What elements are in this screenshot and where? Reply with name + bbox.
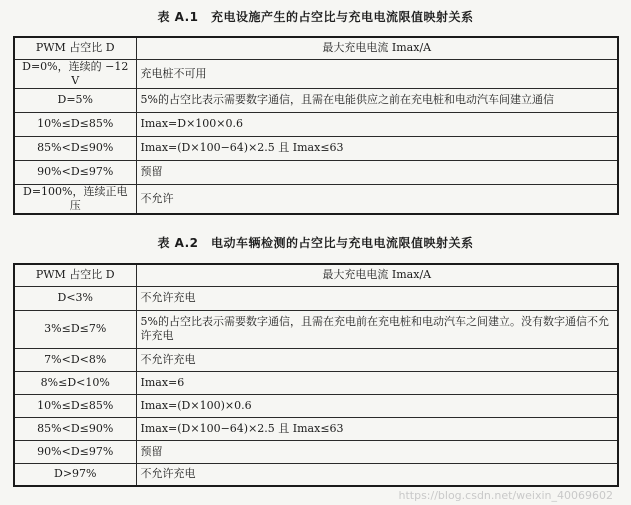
table-row	[14, 136, 618, 160]
table-a1	[13, 36, 619, 215]
table-row	[14, 286, 618, 310]
table-cell: 90%<D≤97%	[14, 440, 136, 463]
table-cell: D=0%，连续的 −12 V	[14, 59, 136, 88]
table-row	[14, 348, 618, 371]
table-a2	[13, 263, 619, 487]
table-cell: Imax=(D×100−64)×2.5 且 Imax≤63	[136, 417, 618, 440]
table-row	[14, 184, 618, 214]
table-row	[14, 394, 618, 417]
table-cell: 7%<D<8%	[14, 348, 136, 371]
table-cell: 充电桩不可用	[136, 59, 618, 88]
table-cell: D>97%	[14, 463, 136, 486]
table-cell: 5%的占空比表示需要数字通信，且需在电能供应之前在充电桩和电动汽车间建立通信	[136, 88, 618, 112]
table-cell: 10%≤D≤85%	[14, 394, 136, 417]
table-cell: D=100%，连续正电压	[14, 184, 136, 214]
table-header-cell: PWM 占空比 D	[14, 37, 136, 59]
table-cell: D=5%	[14, 88, 136, 112]
table-row	[14, 417, 618, 440]
watermark: https://blog.csdn.net/weixin_40069602	[398, 489, 613, 502]
table-cell: Imax=(D×100−64)×2.5 且 Imax≤63	[136, 136, 618, 160]
table-cell: 不允许充电	[136, 286, 618, 310]
table-cell: Imax=(D×100)×0.6	[136, 394, 618, 417]
table-cell: 预留	[136, 160, 618, 184]
table-cell: 8%≤D<10%	[14, 371, 136, 394]
table-row	[14, 463, 618, 486]
table-cell: 10%≤D≤85%	[14, 112, 136, 136]
table-cell: 不允许充电	[136, 348, 618, 371]
table-row	[14, 440, 618, 463]
table-cell: 85%<D≤90%	[14, 417, 136, 440]
table-row	[14, 88, 618, 112]
table-row	[14, 112, 618, 136]
table-row	[14, 310, 618, 348]
table-row	[14, 59, 618, 88]
table-cell: 不允许充电	[136, 463, 618, 486]
table-a2-caption: 表 A.2 电动车辆检测的占空比与充电电流限值映射关系	[157, 236, 474, 250]
table-header-cell: 最大充电电流 Imax/A	[136, 37, 618, 59]
table-a1-caption: 表 A.1 充电设施产生的占空比与充电电流限值映射关系	[157, 10, 474, 24]
table-row	[14, 160, 618, 184]
table-cell: 5%的占空比表示需要数字通信，且需在充电前在充电桩和电动汽车之间建立。没有数字通信不允许充电	[136, 310, 618, 348]
table-header-cell: 最大充电电流 Imax/A	[136, 264, 618, 286]
table-cell: Imax=D×100×0.6	[136, 112, 618, 136]
table-header-cell: PWM 占空比 D	[14, 264, 136, 286]
table-cell: Imax=6	[136, 371, 618, 394]
table-cell: 3%≤D≤7%	[14, 310, 136, 348]
table-cell: 85%<D≤90%	[14, 136, 136, 160]
table-cell: 预留	[136, 440, 618, 463]
table-cell: 90%<D≤97%	[14, 160, 136, 184]
table-cell: 不允许	[136, 184, 618, 214]
table-cell: D<3%	[14, 286, 136, 310]
table-row	[14, 371, 618, 394]
